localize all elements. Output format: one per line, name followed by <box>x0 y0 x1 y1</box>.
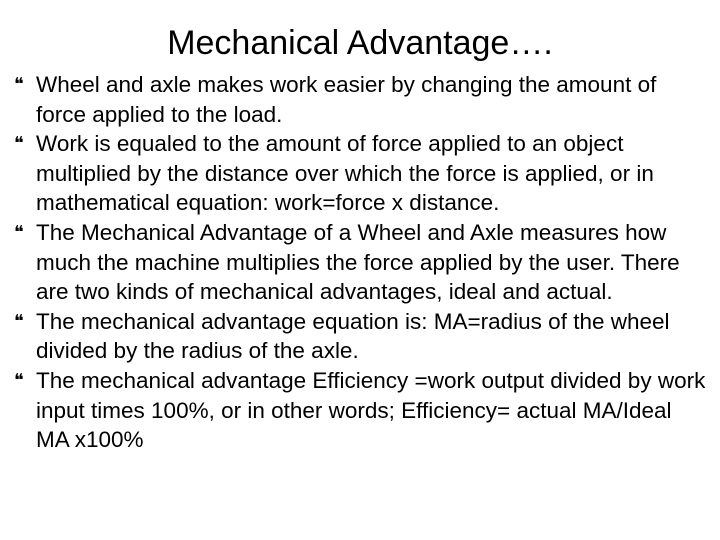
bullet-text: The mechanical advantage equation is: MA=radius of the wheel divided by the radius of the axle. <box>36 308 670 364</box>
bullet-item <box>14 307 710 366</box>
bullet-text: The mechanical advantage Efficiency =work output divided by work input times 100%, or in other words; Efficiency= actual MA/Ideal MA x100% <box>36 367 706 453</box>
bullet-text: Work is equaled to the amount of force applied to an object multiplied by the distance over which the force is applied, or in mathematical equation: work=force x distance. <box>36 131 654 216</box>
bullet-item <box>14 129 710 218</box>
bullet-item <box>14 218 710 307</box>
bullet-item <box>14 366 710 455</box>
bullet-icon: ❝ <box>14 74 24 94</box>
bullet-list <box>14 70 710 455</box>
bullet-icon: ❝ <box>14 221 24 242</box>
bullet-item <box>14 70 710 129</box>
bullet-icon: ❝ <box>14 310 24 331</box>
bullet-icon: ❝ <box>14 133 24 154</box>
bullet-text: The Mechanical Advantage of a Wheel and Axle measures how much the machine multiplies the force applied by the user. There are two kinds of mechanical advantages, ideal and actual. <box>36 219 680 305</box>
slide-title: Mechanical Advantage…. <box>167 24 553 62</box>
bullet-text: Wheel and axle makes work easier by changing the amount of force applied to the load. <box>36 72 657 127</box>
bullet-icon: ❝ <box>14 369 24 390</box>
